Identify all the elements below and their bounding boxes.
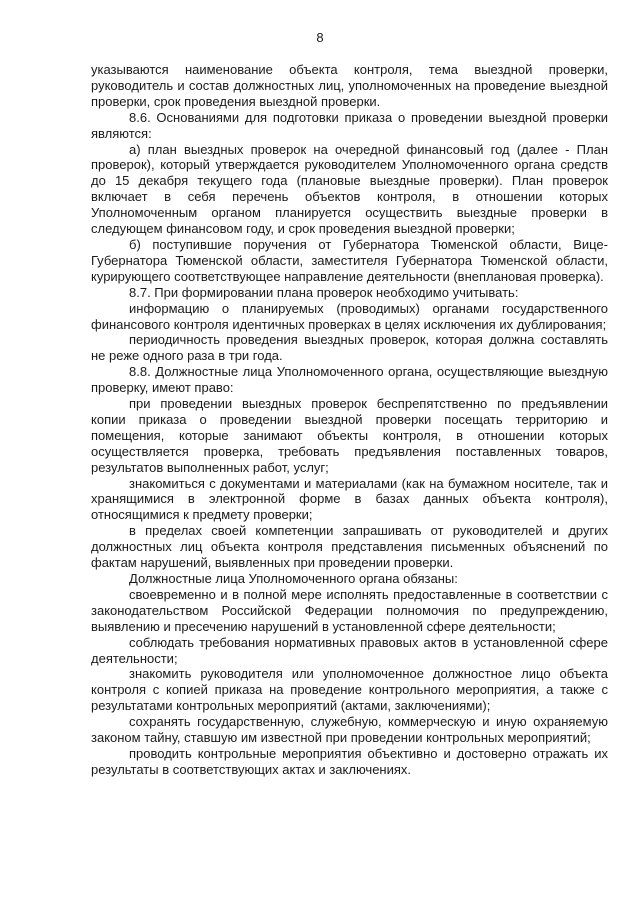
paragraph-8-8-right-3: в пределах своей компетенции запрашивать от руководителей и других должностных лиц объекта контроля представления письменных объяснений по фактам нарушений, выявленных при проведении проверки.: [91, 523, 608, 571]
page-number: 8: [316, 30, 324, 45]
paragraph-obligation-1: своевременно и в полной мере исполнять предоставленные в соответствии с законодательством Российской Федерации полномочия по предупреждению, выявлению и пресечению нарушений в установленной сфере деятельности;: [91, 586, 608, 634]
paragraph-obligation-3: знакомить руководителя или уполномоченное должностное лицо объекта контроля с копией приказа на проведение контрольного мероприятия, а также с результатами контрольных мероприятий (актами, заключениями);: [91, 666, 608, 714]
paragraph-8-8-right-2: знакомиться с документами и материалами (как на бумажном носителе, так и хранящимися в электронной форме в базах данных объекта контроля), относящимися к предмету проверки;: [91, 475, 608, 523]
paragraph-8-7: 8.7. При формировании плана проверок необходимо учитывать:: [129, 284, 519, 300]
paragraph-8-6-b: б) поступившие поручения от Губернатора Тюменской области, Вице-Губернатора Тюменской области, заместителя Губернатора Тюменской области, курирующего соответствующее направление деятельности (внеплановая проверка).: [91, 236, 608, 284]
paragraph-obligations-heading: Должностные лица Уполномоченного органа обязаны:: [129, 571, 458, 586]
paragraph-8-7-item-2: периодичность проведения выездных проверок, которая должна составлять не реже одного раза в три года.: [91, 332, 608, 364]
paragraph-8-8-right-1: при проведении выездных проверок беспрепятственно по предъявлении копии приказа о проведении выездной проверки посещать территорию и помещения, которые занимают объекты контроля, в отношении которых осуществляется проверка, требовать предъявления поставленных товаров, результатов выполненных работ, услуг;: [91, 396, 608, 475]
paragraph-obligation-5: проводить контрольные мероприятия объективно и достоверно отражать их результаты в соответствующих актах и заключениях.: [91, 745, 608, 777]
paragraph-continuation: указываются наименование объекта контроля, тема выездной проверки, руководитель и состав должностных лиц, уполномоченных на проведение выездной проверки, срок проведения выездной проверки.: [91, 62, 608, 109]
document-body: [91, 62, 608, 778]
paragraph-8-6-a: а) план выездных проверок на очередной финансовый год (далее - План проверок), который утверждается руководителем Уполномоченного органа средств до 15 декабря текущего года (плановые выездные проверки). План проверок включает в себя перечень объектов контроля, в отношении которых Уполномоченным органом планируется осуществить выездные проверки в следующем финансовом году, и срок проведения выездной проверки;: [91, 141, 608, 237]
paragraph-8-7-item-1: информацию о планируемых (проводимых) органами государственного финансового контроля идентичных проверках в целях исключения их дублирования;: [91, 300, 608, 332]
paragraph-8-6: 8.6. Основаниями для подготовки приказа о проведении выездной проверки являются:: [91, 109, 608, 141]
paragraph-8-8: 8.8. Должностные лица Уполномоченного органа, осуществляющие выездную проверку, имеют право:: [91, 364, 608, 396]
paragraph-obligation-4: сохранять государственную, служебную, коммерческую и иную охраняемую законом тайну, ставшую им известной при проведении контрольных мероприятий;: [91, 714, 608, 746]
paragraph-obligation-2: соблюдать требования нормативных правовых актов в установленной сфере деятельности;: [91, 634, 608, 666]
